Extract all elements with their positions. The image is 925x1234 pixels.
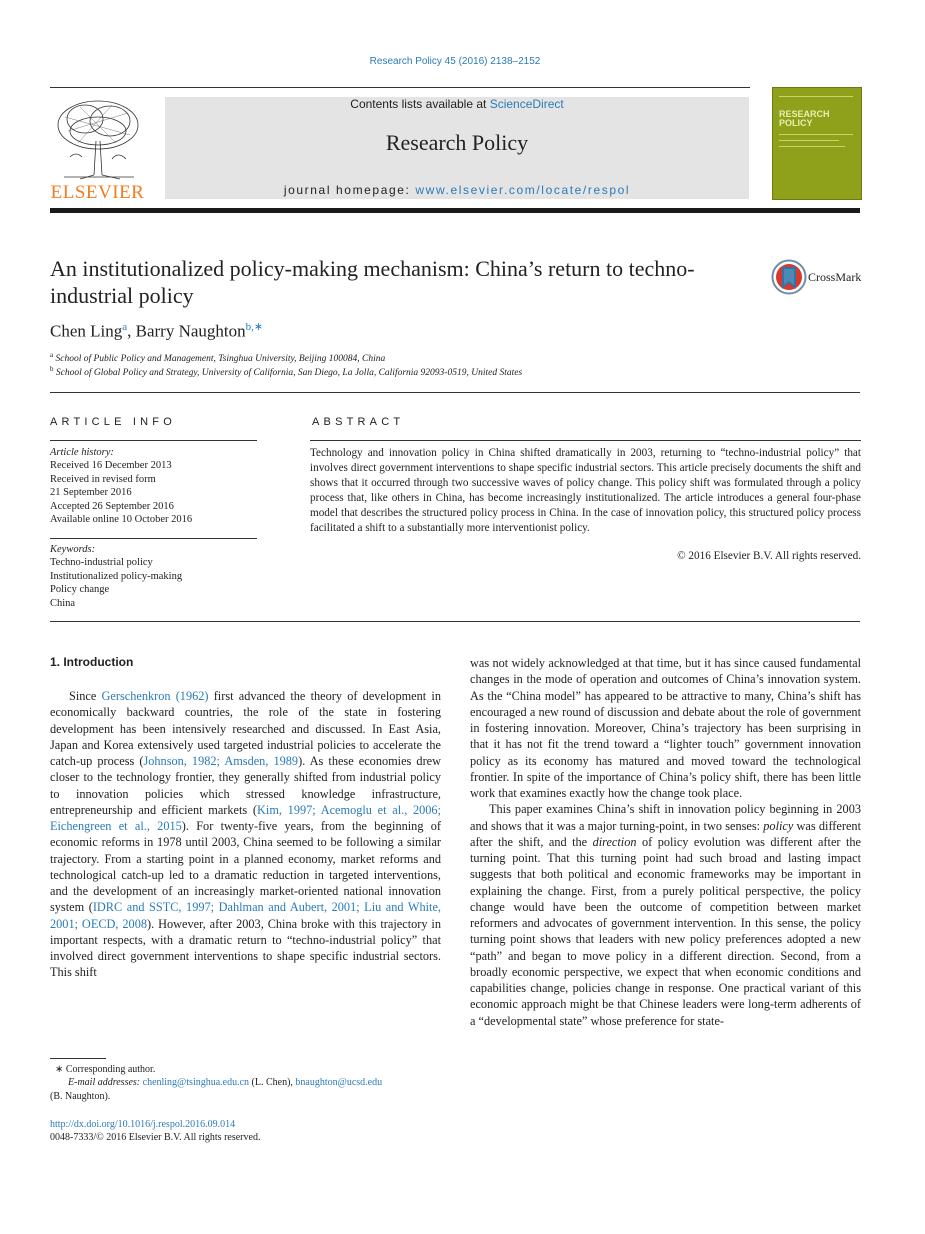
keywords [50,543,257,610]
crossmark-icon [771,259,807,295]
journal-citation[interactable]: Research Policy 45 (2016) 2138–2152 [369,56,541,67]
author-name: Barry Naughton [135,321,246,341]
reference-link[interactable]: IDRC and SSTC, 1997; Dahlman and Aubert, 2001; Liu and White, 2001; OECD, 2008 [50,900,442,931]
text: of policy evolution was different after the turning point. That this turning point had such broad and lasting impact suggests that both political and economic frameworks may be important in explaining the change. First, from a purely political perspective, the policy change would have been the outcome of competition between market reformers and advocates of government intervention. In this sense, the policy turning point shows that leaders with new policy preferences adopted a new “path” and began to move policy in a different direction. Second, from a broadly economic perspective, we expect that when economic conditions and capabilities change, policies change in response. One practical variant of this economic approach might be that Chinese leaders were long-term adherents of a “developmental state” whose preference for state- [470,834,861,1028]
affil-marker: a [50,351,54,359]
elsevier-wordmark: ELSEVIER [50,182,145,203]
reference-link[interactable]: Gerschenkron (1962) [101,689,209,703]
email-owner: (L. Chen), [249,1077,296,1089]
text: first advanced the theory of development in economically backward countries, the role of the state in fostering development has been intensively researched and discussed. In East Asia, Japan and Korea extensively used targeted industrial policies to accelerate the catch-up process ( [50,689,441,768]
reference-link[interactable]: Johnson, 1982; Amsden, 1989 [143,754,299,768]
issn-copyright: 0048-7333/© 2016 Elsevier B.V. All rights reserved. [50,1132,261,1144]
text: ). For twenty-five years, from the beginning of economic reforms in 1978 until 2003, China seemed to be following a similar trajectory. From a starting point in a planned economy, market reforms and technological catch-up led to a dramatic reduction in targeted interventions, and the development of an increasingly market-oriented national innovation system ( [50,819,441,915]
keyword-item: Institutionalized policy-making [50,570,183,582]
keyword-item: China [50,597,76,609]
keyword-item: Policy change [50,584,110,596]
footnote-line: (B. Naughton). [50,1090,111,1102]
cover-line [779,140,839,141]
article-history [50,446,257,526]
author-separator: , [127,321,136,341]
header-thick-rule [50,208,860,213]
journal-homepage [165,183,749,197]
paragraph [470,801,861,1029]
abstract-rule [310,440,861,441]
sciencedirect-link[interactable]: ScienceDirect [489,97,564,111]
contents-prefix: Contents lists available at [350,97,490,111]
journal-cover-thumbnail[interactable] [772,87,862,200]
article-title: An institutionalized policy-making mechanism: China’s return to techno-industrial policy [50,256,695,308]
history-item: Received 16 December 2013 [50,460,172,472]
affil-marker: b [50,365,54,373]
footnote-line [50,1076,450,1089]
section-heading-introduction: 1. Introduction [50,655,134,669]
body-column-left [50,688,441,981]
section-divider [50,392,860,393]
history-item: Accepted 26 September 2016 [50,500,174,512]
email-link[interactable]: bnaughton@ucsd.edu [295,1077,383,1089]
corresponding-author-footnote [50,1063,450,1103]
email-label: E-mail addresses: [68,1077,143,1089]
affil-text: School of Public Policy and Management, Tsinghua University, Beijing 100084, China [55,354,386,365]
cover-line [779,96,853,97]
text: was different after the shift, and the [470,818,861,849]
email-link[interactable]: chenling@tsinghua.edu.cn [142,1077,250,1089]
text: ). As these economies drew closer to the technology frontier, they generally shifted from industrial policy to innovation policies which stressed knowledge infrastructure, entrepreneurship and efficient markets ( [50,754,442,817]
crossmark-label[interactable]: CrossMark [808,270,862,284]
history-item: Available online 10 October 2016 [50,514,193,526]
footnote-text: Corresponding author. [63,1064,156,1075]
affiliation-b [50,365,522,378]
keywords-label: Keywords: [50,544,96,555]
history-label: Article history: [50,447,114,458]
text: Since [69,689,102,703]
keywords-rule [50,538,257,539]
emphasis: policy [763,818,794,833]
author-affil-marker[interactable]: a [122,321,128,333]
cover-line [779,134,853,135]
journal-title: Research Policy [385,130,529,155]
abstract-text: Technology and innovation policy in China shifted dramatically in 2003, returning to “techno-industrial policy” that involves direct government interventions to shape specific industrial sectors. This article precisely documents the shift and shows that it occurred through two successive waves of policy change. This policy shift was formulated through a policy process that, like others in China, has become increasingly institutionalized. The article introduces a general four-phase model that describes the structured policy process in China. In the case of innovation policy, this structured policy process facilitated a shift to a substantially more interventionist policy. [310,447,861,534]
text: ). However, after 2003, China broke with this trajectory in important respects, with a dramatic return to “techno-industrial policy” that involved direct government interventions to shape specific industrial sectors. This shift [50,916,441,980]
cover-line [779,146,845,147]
author-name: Chen Ling [50,321,123,341]
footnote-line [50,1063,450,1076]
paragraph: was not widely acknowledged at that time, but it has since caused fundamental changes in the mode of operation and outcomes of China’s innovation system. As the “China model” has appeared to be attractive to many, China’s shift has encouraged a new round of discussion and debate about the role of government in fostering innovation. Moreover, China’s trajectory has been surprising in that it has not fit the trend toward a “lighter touch” government innovation policy as its economy has matured and moved toward the technological frontier. In spite of the importance of China’s policy shift, there has been little work that examines exactly how the change took place. [470,656,861,800]
abstract-copyright: © 2016 Elsevier B.V. All rights reserved. [677,550,861,562]
footnote-rule [50,1058,106,1059]
abstract-heading: ABSTRACT [312,416,405,428]
text: This paper examines China’s shift in innovation policy beginning in 2003 and shows that it was a major turning-point, in two senses: [470,802,861,833]
section-divider [50,621,860,622]
paragraph [50,688,441,981]
cover-title: RESEARCH POLICY [779,109,830,128]
reference-link[interactable]: Kim, 1997; Acemoglu et al., 2006; Eichengreen et al., 2015 [50,802,441,833]
article-info-rule [50,440,257,441]
affil-text: School of Global Policy and Strategy, University of California, San Diego, La Jolla, California 92093-0519, United States [55,368,523,379]
history-item: 21 September 2016 [50,487,132,499]
footnote-star: ∗ [55,1064,64,1075]
doi-block [50,1118,260,1145]
emphasis: direction [592,834,637,849]
article-info-heading: ARTICLE INFO [50,416,176,428]
header-rule [50,87,750,88]
body-column-right [470,655,861,1029]
history-item: Received in revised form [50,473,156,485]
author-list [50,320,263,342]
doi-link[interactable]: http://dx.doi.org/10.1016/j.respol.2016.09.014 [50,1119,236,1130]
affiliation-a [50,351,385,364]
homepage-link[interactable]: www.elsevier.com/locate/respol [415,183,631,197]
author-affil-marker[interactable]: b,∗ [245,321,264,333]
contents-availability [165,97,749,111]
keyword-item: Techno-industrial policy [50,557,153,569]
homepage-prefix: journal homepage: [283,183,416,197]
